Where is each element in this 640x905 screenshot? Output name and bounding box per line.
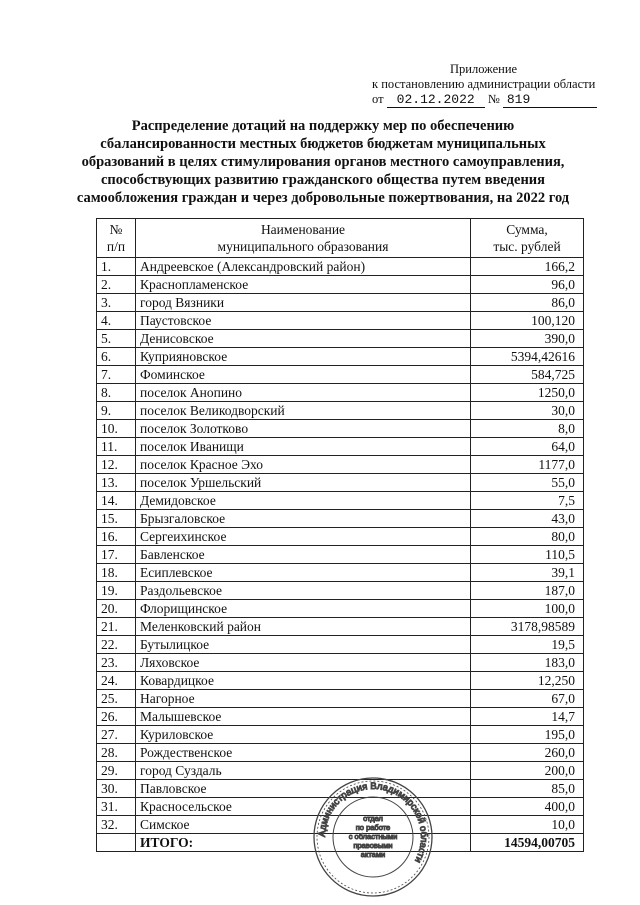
municipality-name: Симское xyxy=(136,816,471,834)
table-row xyxy=(97,276,584,294)
subsidy-amount: 64,0 xyxy=(471,438,584,456)
municipality-name: Брызгаловское xyxy=(136,510,471,528)
title-line: Распределение дотаций на поддержку мер по обеспечению xyxy=(131,118,515,134)
distribution-table xyxy=(96,218,584,852)
table-row xyxy=(97,348,584,366)
row-number: 18. xyxy=(97,564,136,582)
row-number: 16. xyxy=(97,528,136,546)
municipality-name: Денисовское xyxy=(136,330,471,348)
table-row xyxy=(97,600,584,618)
subsidy-amount: 1177,0 xyxy=(471,456,584,474)
title-line: сбалансированности местных бюджетов бюджетам муниципальных xyxy=(100,136,546,152)
stamp-line: отдел xyxy=(363,814,383,823)
subsidy-amount: 584,725 xyxy=(471,366,584,384)
subsidy-amount: 67,0 xyxy=(471,690,584,708)
table-row xyxy=(97,546,584,564)
subsidy-amount: 30,0 xyxy=(471,402,584,420)
row-number: 5. xyxy=(97,330,136,348)
subsidy-amount: 80,0 xyxy=(471,528,584,546)
header-line: № xyxy=(109,222,123,237)
stamp-line: по работе xyxy=(355,823,391,832)
table-header-row xyxy=(97,219,584,258)
official-stamp xyxy=(312,776,434,898)
table-row xyxy=(97,258,584,276)
subsidy-amount: 100,120 xyxy=(471,312,584,330)
municipality-name: Бутылицкое xyxy=(136,636,471,654)
from-label: от xyxy=(372,92,384,106)
municipality-name: поселок Уршельский xyxy=(136,474,471,492)
total-amount: 14594,00705 xyxy=(471,834,584,852)
table-row xyxy=(97,690,584,708)
municipality-name: Ляховское xyxy=(136,654,471,672)
row-number: 30. xyxy=(97,780,136,798)
municipality-name: Куприяновское xyxy=(136,348,471,366)
table-row xyxy=(97,366,584,384)
table-row xyxy=(97,294,584,312)
subsidy-amount: 7,5 xyxy=(471,492,584,510)
table-row xyxy=(97,330,584,348)
resolution-reference: к постановлению администрации области xyxy=(372,77,596,91)
column-header-name xyxy=(136,219,471,258)
subsidy-amount: 96,0 xyxy=(471,276,584,294)
table-row xyxy=(97,618,584,636)
subsidy-amount: 19,5 xyxy=(471,636,584,654)
municipality-name: город Вязники xyxy=(136,294,471,312)
table-row xyxy=(97,510,584,528)
municipality-name: Фоминское xyxy=(136,366,471,384)
resolution-number: 819 xyxy=(503,92,597,108)
table-row xyxy=(97,420,584,438)
resolution-date: 02.12.2022 xyxy=(387,92,485,108)
stamp-line: актами xyxy=(360,850,386,859)
row-number: 21. xyxy=(97,618,136,636)
row-number: 14. xyxy=(97,492,136,510)
municipality-name: Красносельское xyxy=(136,798,471,816)
resolution-date-number xyxy=(360,92,610,108)
municipality-name: Флорищинское xyxy=(136,600,471,618)
table-row xyxy=(97,402,584,420)
row-number: 15. xyxy=(97,510,136,528)
subsidy-amount: 200,0 xyxy=(471,762,584,780)
subsidy-amount: 39,1 xyxy=(471,564,584,582)
subsidy-amount: 5394,42616 xyxy=(471,348,584,366)
municipality-name: Раздольевское xyxy=(136,582,471,600)
municipality-name: Демидовское xyxy=(136,492,471,510)
header-line: п/п xyxy=(106,239,126,254)
row-number: 10. xyxy=(97,420,136,438)
subsidy-amount: 183,0 xyxy=(471,654,584,672)
subsidy-amount: 400,0 xyxy=(471,798,584,816)
subsidy-amount: 1250,0 xyxy=(471,384,584,402)
table-row xyxy=(97,528,584,546)
subsidy-amount: 86,0 xyxy=(471,294,584,312)
municipality-name: Павловское xyxy=(136,780,471,798)
subsidy-amount: 55,0 xyxy=(471,474,584,492)
municipality-name: поселок Красное Эхо xyxy=(136,456,471,474)
municipality-name: Рождественское xyxy=(136,744,471,762)
municipality-name: Ковардицкое xyxy=(136,672,471,690)
document-header xyxy=(360,62,610,108)
row-number: 23. xyxy=(97,654,136,672)
municipality-name: Андреевское (Александровский район) xyxy=(136,258,471,276)
municipality-name: Краснопламенское xyxy=(136,276,471,294)
table-row xyxy=(97,456,584,474)
row-number: 4. xyxy=(97,312,136,330)
subsidy-amount: 8,0 xyxy=(471,420,584,438)
row-number: 1. xyxy=(97,258,136,276)
subsidy-amount: 100,0 xyxy=(471,600,584,618)
document-title xyxy=(40,117,606,207)
municipality-name: Малышевское xyxy=(136,708,471,726)
table-row xyxy=(97,726,584,744)
municipality-name: город Суздаль xyxy=(136,762,471,780)
stamp-ring-text: Администрация Владимирской области xyxy=(316,780,430,865)
subsidy-amount: 110,5 xyxy=(471,546,584,564)
municipality-name: Паустовское xyxy=(136,312,471,330)
row-number: 6. xyxy=(97,348,136,366)
table-row xyxy=(97,636,584,654)
table-row xyxy=(97,312,584,330)
municipality-name: Куриловское xyxy=(136,726,471,744)
row-number: 12. xyxy=(97,456,136,474)
table-row xyxy=(97,708,584,726)
table-row xyxy=(97,492,584,510)
municipality-name: Бавленское xyxy=(136,546,471,564)
subsidy-amount: 12,250 xyxy=(471,672,584,690)
table-row xyxy=(97,582,584,600)
stamp-line: правовыми xyxy=(353,841,393,850)
subsidy-amount: 187,0 xyxy=(471,582,584,600)
title-line: способствующих развитию гражданского общества путем введения xyxy=(101,172,545,188)
row-number: 28. xyxy=(97,744,136,762)
row-number: 19. xyxy=(97,582,136,600)
table-row xyxy=(97,474,584,492)
municipality-name: Сергеихинское xyxy=(136,528,471,546)
total-number-cell xyxy=(97,834,136,852)
municipality-name: поселок Анопино xyxy=(136,384,471,402)
title-line: самообложения граждан и через добровольные пожертвования, на 2022 год xyxy=(76,190,570,206)
stamp-line: с областными xyxy=(348,832,398,841)
subsidy-amount: 10,0 xyxy=(471,816,584,834)
table-body xyxy=(97,258,584,852)
row-number: 24. xyxy=(97,672,136,690)
subsidy-amount: 85,0 xyxy=(471,780,584,798)
municipality-name: Меленковский район xyxy=(136,618,471,636)
table-row xyxy=(97,438,584,456)
row-number: 9. xyxy=(97,402,136,420)
municipality-name: поселок Великодворский xyxy=(136,402,471,420)
title-line: образований в целях стимулирования органов местного самоуправления, xyxy=(81,154,565,170)
municipality-name: Есиплевское xyxy=(136,564,471,582)
row-number: 2. xyxy=(97,276,136,294)
row-number: 11. xyxy=(97,438,136,456)
header-line: муниципального образования xyxy=(217,239,389,254)
row-number: 17. xyxy=(97,546,136,564)
column-header-number xyxy=(97,219,136,258)
row-number: 22. xyxy=(97,636,136,654)
subsidy-amount: 166,2 xyxy=(471,258,584,276)
row-number: 27. xyxy=(97,726,136,744)
row-number: 13. xyxy=(97,474,136,492)
subsidy-amount: 195,0 xyxy=(471,726,584,744)
column-header-sum xyxy=(471,219,584,258)
subsidy-amount: 14,7 xyxy=(471,708,584,726)
header-line: Сумма, xyxy=(506,222,548,237)
table-row xyxy=(97,384,584,402)
number-label: № xyxy=(487,92,500,106)
header-line: тыс. рублей xyxy=(493,239,561,254)
municipality-name: поселок Золотково xyxy=(136,420,471,438)
total-label: ИТОГО: xyxy=(136,834,471,852)
row-number: 8. xyxy=(97,384,136,402)
table-row xyxy=(97,744,584,762)
table-row xyxy=(97,654,584,672)
row-number: 7. xyxy=(97,366,136,384)
row-number: 25. xyxy=(97,690,136,708)
row-number: 20. xyxy=(97,600,136,618)
municipality-name: Нагорное xyxy=(136,690,471,708)
row-number: 26. xyxy=(97,708,136,726)
row-number: 29. xyxy=(97,762,136,780)
municipality-name: поселок Иванищи xyxy=(136,438,471,456)
subsidy-amount: 43,0 xyxy=(471,510,584,528)
row-number: 32. xyxy=(97,816,136,834)
header-line: Наименование xyxy=(260,222,346,237)
subsidy-amount: 390,0 xyxy=(471,330,584,348)
subsidy-amount: 260,0 xyxy=(471,744,584,762)
row-number: 3. xyxy=(97,294,136,312)
row-number: 31. xyxy=(97,798,136,816)
appendix-label: Приложение xyxy=(450,62,518,76)
table-row xyxy=(97,564,584,582)
subsidy-amount: 3178,98589 xyxy=(471,618,584,636)
table-row xyxy=(97,672,584,690)
